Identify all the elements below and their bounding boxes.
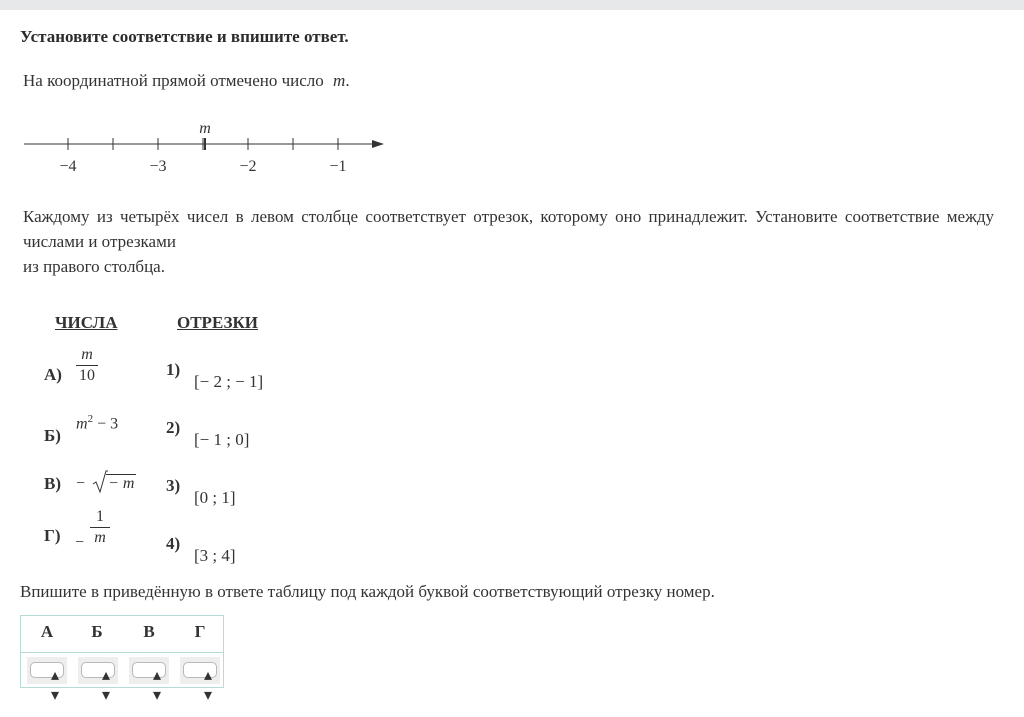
paragraph-line2: из правого столбца. [23,257,165,276]
intro-text: На координатной прямой отмечено число m. [23,71,350,90]
paragraph-line1: Каждому из четырёх чисел в левом столбце соответствует отрезок, которому оно принадлежит. Установите соответствие между числами и отрезками [23,207,994,251]
numbers-header: ЧИСЛА [55,313,118,332]
answer-header-a: А [40,622,54,641]
chevron-updown-icon: ▴ ▾ [204,667,213,704]
segment-number-2: 2) [166,418,181,437]
expr-exponent: 2 [87,413,94,425]
intro-variable: m [333,71,346,90]
point-m-label: m [199,120,211,137]
number-letter-a: А) [44,365,62,384]
answer-header-g: Г [194,622,206,641]
expr-minus: − [76,475,86,492]
task-title: Установите соответствие и впишите ответ. [20,27,349,46]
answer-instruction: Впишите в приведённую в ответе таблицу под каждой буквой соответствующий отрезку номер. [20,582,715,601]
expr-rest: − 3 [93,415,119,433]
number-g-minus: − [75,534,85,551]
fraction-denominator: m [94,529,106,546]
number-a-fraction [76,346,98,385]
chevron-updown-icon: ▴ ▾ [102,667,111,704]
number-letter-v: В) [44,474,61,493]
number-v-expression [76,470,136,494]
answer-cell-b [78,657,118,704]
fraction-denominator: 10 [79,367,95,384]
number-letter-b: Б) [44,426,61,445]
chevron-updown-icon: ▴ ▾ [51,667,60,704]
table-divider [21,652,223,653]
segment-number-4: 4) [166,534,181,553]
segment-interval-4: [3 ; 4] [194,546,236,565]
top-bar [0,0,1024,10]
fraction-bar [76,365,98,366]
answer-table [20,615,224,704]
segments-header: ОТРЕЗКИ [177,313,259,332]
answer-header-b: Б [91,622,103,641]
segment-number-1: 1) [166,360,181,379]
number-line [20,112,390,178]
chevron-updown-icon: ▴ ▾ [153,667,162,704]
tick-label: −2 [239,158,257,175]
answer-cell-a [27,657,67,704]
answer-cell-g [180,657,220,704]
fraction-bar [90,527,110,528]
number-b-expression [76,413,118,433]
segment-interval-2: [− 1 ; 0] [194,430,250,449]
sqrt-radicand: − m [108,475,135,492]
number-g-fraction [90,508,110,547]
tick-label: −3 [149,158,167,175]
number-letter-g: Г) [44,526,61,545]
segment-interval-1: [− 2 ; − 1] [194,372,264,391]
task-paragraph [23,204,994,279]
answer-header-v: В [143,622,155,641]
fraction-numerator: 1 [96,508,104,525]
segment-interval-3: [0 ; 1] [194,488,236,507]
tick-label: −1 [329,158,347,175]
expr-variable: m [76,415,88,433]
intro-sentence: На координатной прямой отмечено число [23,71,324,90]
tick-label: −4 [59,158,77,175]
axis-arrow [372,140,384,148]
segment-number-3: 3) [166,476,181,495]
answer-cell-v [129,657,169,704]
fraction-numerator: m [81,346,93,363]
